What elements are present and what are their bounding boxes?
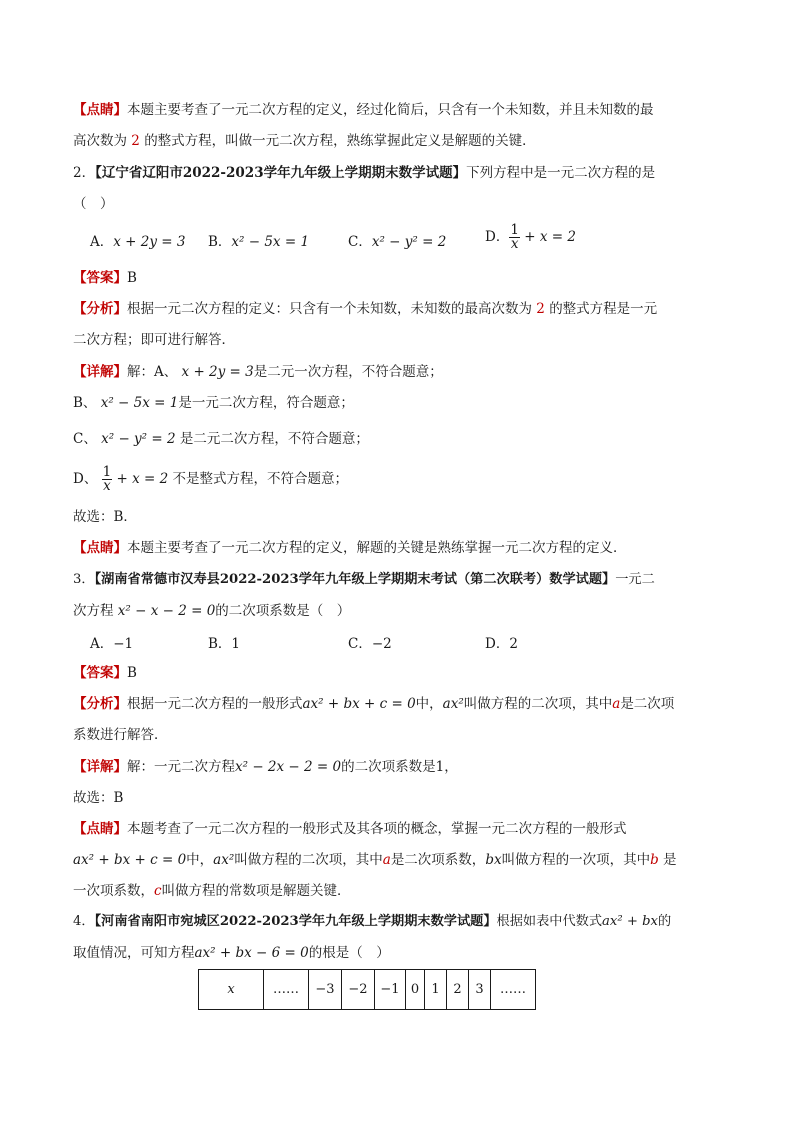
q2-paren: （ ）: [73, 196, 114, 212]
table-cell: −2: [342, 970, 375, 1010]
q3-answer: 【答案】B: [73, 665, 137, 681]
q2-detail-d: D、 $\frac{1}{x}$ + x = 2 不是整式方程，不符合题意；: [73, 464, 349, 494]
q2-option-b: B．x² − 5x = 1: [208, 234, 310, 250]
fraction-one-over-x: $\frac{1}{x}$: [102, 464, 112, 494]
q3-option-b: B．1: [208, 636, 241, 652]
table-cell: x: [199, 970, 264, 1010]
q3-stem-line2: 次方程 x² − x − 2 = 0的二次项系数是（ ）: [73, 603, 351, 619]
q2-detail-c: C、 x² − y² = 2 是二元二次方程，不符合题意；: [73, 431, 369, 447]
q2-answer: 【答案】B: [73, 270, 137, 286]
table-cell: 1: [425, 970, 447, 1010]
q1-point-line2: 高次数为 2 的整式方程，叫做一元二次方程，熟练掌握此定义是解题的关键．: [73, 133, 536, 149]
q3-option-a: A．−1: [90, 636, 134, 652]
q2-option-d: D． $\frac{1}{x}$ + x = 2: [485, 222, 576, 252]
q4-stem-line2: 取值情况，可知方程ax² + bx − 6 = 0的根是（ ）: [73, 945, 390, 961]
q3-point-line1: 【点睛】本题考查了一元二次方程的一般形式及其各项的概念，掌握一元二次方程的一般形式: [73, 821, 627, 837]
q3-option-c: C．−2: [348, 636, 392, 652]
table-cell: −1: [375, 970, 406, 1010]
table-cell: 2: [447, 970, 469, 1010]
fraction-one-over-x: $\frac{1}{x}$: [510, 222, 519, 252]
q3-stem-line1: 3．【湖南省常德市汉寿县2022-2023学年九年级上学期期末考试（第二次联考）数学试题】一元二: [73, 572, 655, 587]
table-row: [199, 970, 536, 1010]
q3-point-line3: 一次项系数，c叫做方程的常数项是解题关键．: [73, 883, 351, 899]
q3-choose: 故选：B: [73, 790, 124, 806]
q3-detail: 【详解】解：一元二次方程x² − 2x − 2 = 0的二次项系数是1，: [73, 759, 458, 775]
table-cell: ……: [491, 970, 536, 1010]
table-cell: 3: [469, 970, 491, 1010]
table-cell: 0: [406, 970, 425, 1010]
q2-stem: 2．【辽宁省辽阳市2022-2023学年九年级上学期期末数学试题】下列方程中是一元二次方程的是: [73, 165, 656, 181]
table-cell: ……: [264, 970, 309, 1010]
q2-detail-a: 【详解】解：A、 x + 2y = 3是二元一次方程，不符合题意；: [73, 364, 443, 380]
value-table: [198, 969, 536, 1010]
q3-point-line2: ax² + bx + c = 0中，ax²叫做方程的二次项，其中a是二次项系数，bx叫做方程的一次项，其中b 是: [73, 852, 677, 868]
q2-option-a: A．x + 2y = 3: [90, 234, 186, 250]
table-cell: −3: [309, 970, 342, 1010]
q3-analysis-line1: 【分析】根据一元二次方程的一般形式ax² + bx + c = 0中，ax²叫做方程的二次项，其中a是二次项: [73, 696, 675, 712]
q4-stem-line1: 4．【河南省南阳市宛城区2022-2023学年九年级上学期期末数学试题】根据如表中代数式ax² + bx的: [73, 914, 672, 929]
q2-detail-b: B、 x² − 5x = 1是一元二次方程，符合题意；: [73, 395, 354, 411]
q2-option-c: C．x² − y² = 2: [348, 234, 447, 250]
q1-point-line1: 【点睛】本题主要考查了一元二次方程的定义，经过化简后，只含有一个未知数，并且未知数的最: [73, 102, 654, 118]
q2-choose: 故选：B．: [73, 509, 137, 525]
q2-point: 【点睛】本题主要考查了一元二次方程的定义，解题的关键是熟练掌握一元二次方程的定义．: [73, 540, 627, 556]
q3-option-d: D．2: [485, 636, 518, 652]
q2-analysis-line2: 二次方程；即可进行解答．: [73, 332, 235, 348]
q3-analysis-line2: 系数进行解答．: [73, 727, 168, 743]
q2-analysis-line1: 【分析】根据一元二次方程的定义：只含有一个未知数，未知数的最高次数为 2 的整式方程是一元: [73, 301, 658, 317]
